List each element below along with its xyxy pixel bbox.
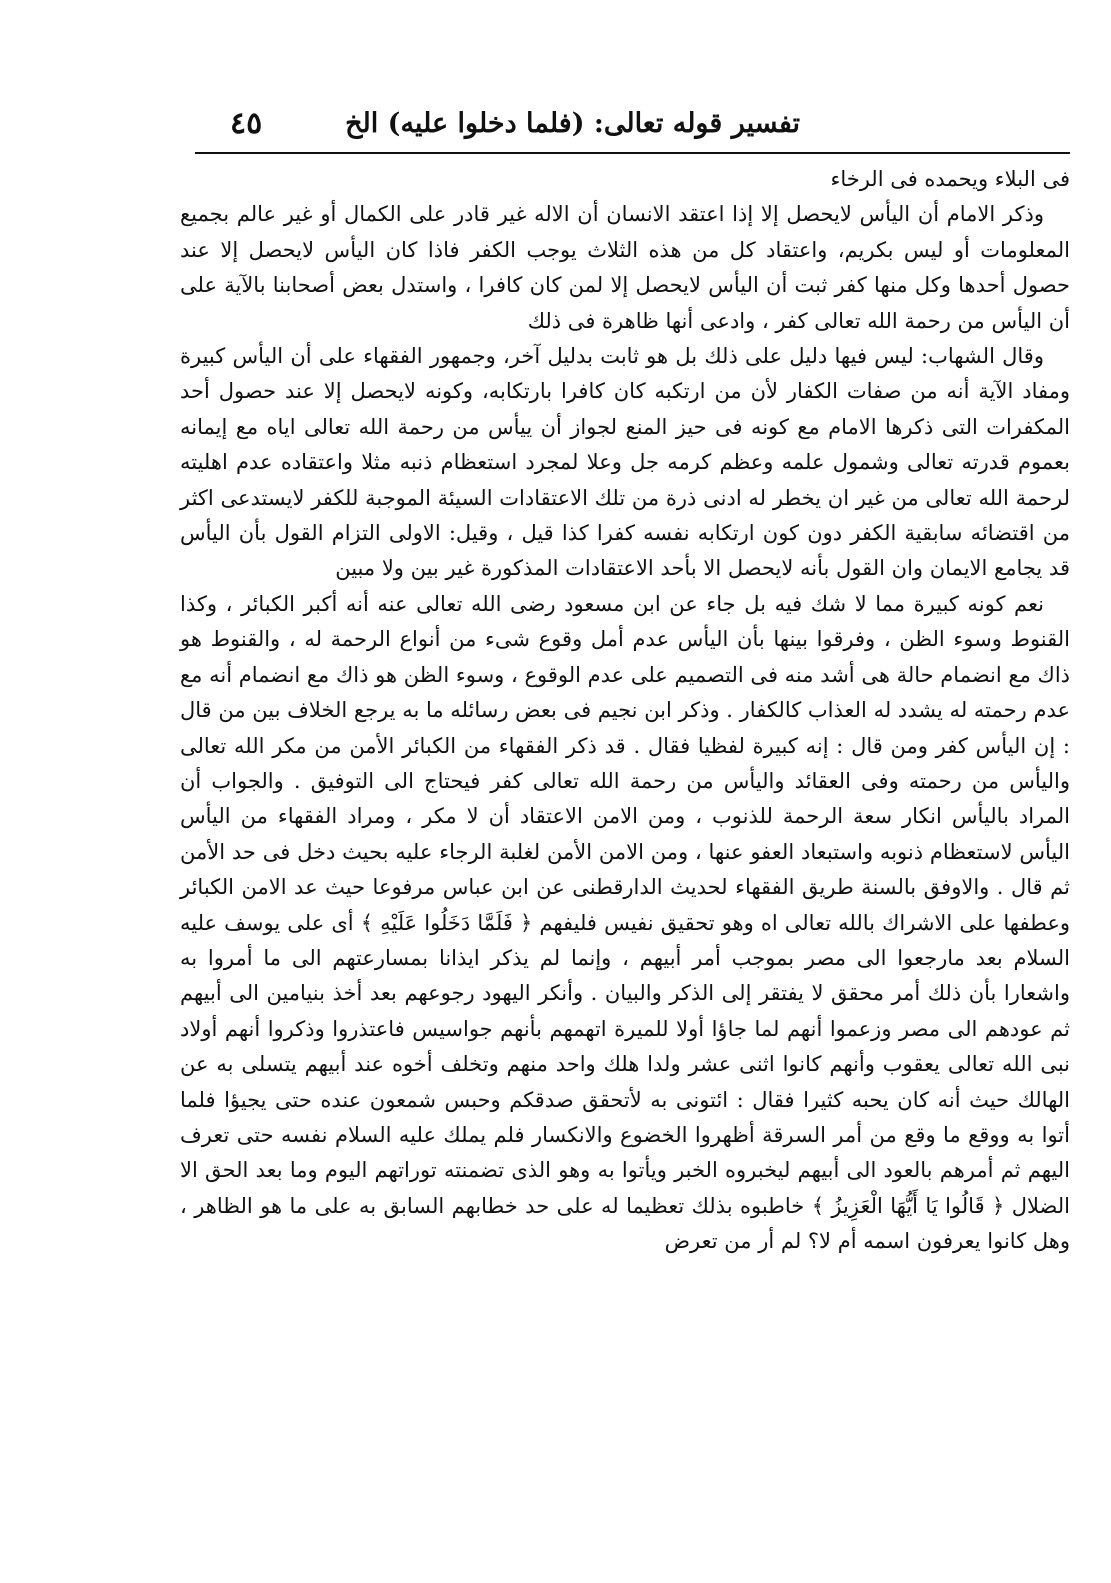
- page-number: ٤٥: [230, 106, 263, 141]
- paragraph: وقال الشهاب: ليس فيها دليل على ذلك بل هو ثابت بدليل آخر، وجمهور الفقهاء على أن اليأس كبيرة ومفاد الآية أنه من صفات الكفار لأن من ارتكبه كان كافرا بارتكابه، وكونه لايحصل إلا عند حصول أحد المكفرات التى ذكرها الامام مع كونه فى حيز المنع لجواز أن ييأس من رحمة الله تعالى اياه مع إيمانه بعموم قدرته تعالى وشمول علمه وعظم كرمه جل وعلا لمجرد استعظام ذنبه مثلا واعتقاده عدم اهليته لرحمة الله تعالى من غير ان يخطر له ادنى ذرة من تلك الاعتقادات السيئة الموجبة للكفر لايستدعى اكثر من اقتضائه سابقية الكفر دون كون ارتكابه نفسه كفرا كذا قيل ، وقيل: الاولى التزام القول بأن اليأس قد يجامع الايمان وان القول بأنه لايحصل الا بأحد الاعتقادات المذكورة غير بين ولا مبين: [180, 344, 1070, 581]
- page-header: [180, 100, 1070, 150]
- running-title: تفسير قوله تعالى: (فلما دخلوا عليه) الخ: [345, 108, 800, 139]
- book-page: [180, 100, 1070, 1254]
- paragraph: نعم كونه كبيرة مما لا شك فيه بل جاء عن ابن مسعود رضى الله تعالى عنه أنه أكبر الكبائر ، وكذا القنوط وسوء الظن ، وفرقوا بينها بأن اليأس عدم أمل وقوع شىء من أنواع الرحمة له ، والقنوط هو ذاك مع انضمام حالة هى أشد منه فى التصميم على عدم الوقوع ، وسوء الظن هو ذاك مع انضمام أنه مع عدم رحمته له يشدد له العذاب كالكفار . وذكر ابن نجيم فى بعض رسائله ما به يرجع الخلاف بين من قال : إن اليأس كفر ومن قال : إنه كبيرة لفظيا فقال . قد ذكر الفقهاء من الكبائر الأمن من مكر الله تعالى واليأس من رحمته وفى العقائد واليأس من رحمة الله تعالى كفر فيحتاج الى التوفيق . والجواب أن المراد باليأس انكار سعة الرحمة للذنوب ، ومن الامن الاعتقاد أن لا مكر ، ومراد الفقهاء من اليأس اليأس لاستعظام ذنوبه واستبعاد العفو عنها ، ومن الامن الأمن لغلبة الرجاء عليه بحيث دخل فى حد الأمن ثم قال . والاوفق بالسنة طريق الفقهاء لحديث الدارقطنى عن ابن عباس مرفوعا حيث عد الامن الكبائر وعطفها على الاشراك بالله تعالى اه وهو تحقيق نفيس فليفهم ﴿ فَلَمَّا دَخَلُوا عَلَيْهِ ﴾ أى على يوسف عليه السلام بعد مارجعوا الى مصر بموجب أمر أبيهم ، وإنما لم يذكر ايذانا بمسارعتهم الى ما أمروا به واشعارا بأن ذلك أمر محقق لا يفتقر إلى الذكر والبيان . وأنكر اليهود رجوعهم بعد أخذ بنيامين الى أبيهم ثم عودهم الى مصر وزعموا أنهم لما جاؤا أولا للميرة اتهمهم بأنهم جواسيس فاعتذروا وذكروا أنهم أولاد نبى الله تعالى يعقوب وأنهم كانوا اثنى عشر ولدا هلك واحد منهم وتخلف أخوه عند أبيهم يتسلى به عن الهالك حيث أنه كان يحبه كثيرا فقال : ائتونى به لأتحقق صدقكم وحبس شمعون عنده حتى يجيؤا فلما أتوا به ووقع ما وقع من أمر السرقة أظهروا الخضوع والانكسار فلم يملك عليه السلام نفسه حتى تعرف اليهم ثم أمرهم بالعود الى أبيهم ليخبروه الخبر ويأتوا به وهو الذى تضمنته توراتهم اليوم وما بعد الحق الا الضلال ﴿ قَالُوا يَا أَيُّهَا الْعَزِيزُ ﴾ خاطبوه بذلك تعظيما له على حد خطابهم السابق به على ما هو الظاهر ، وهل كانوا يعرفون اسمه أم لا؟ لم أر من تعرض: [180, 591, 1070, 1254]
- header-rule: [195, 152, 1070, 154]
- paragraph: وذكر الامام أن اليأس لايحصل إلا إذا اعتقد الانسان أن الاله غير قادر على الكمال أو غير عالم بجميع المعلومات أو ليس بكريم، واعتقاد كل من هذه الثلاث يوجب الكفر فاذا كان اليأس لايحصل إلا عند حصول أحدها وكل منها كفر ثبت أن اليأس لايحصل إلا لمن كان كافرا ، واستدل بعض أصحابنا بالآية على أن اليأس من رحمة الله تعالى كفر ، وادعى أنها ظاهرة فى ذلك: [180, 202, 1070, 333]
- body-text: [180, 162, 1070, 1260]
- paragraph: فى البلاء ويحمده فى الرخاء: [830, 167, 1070, 191]
